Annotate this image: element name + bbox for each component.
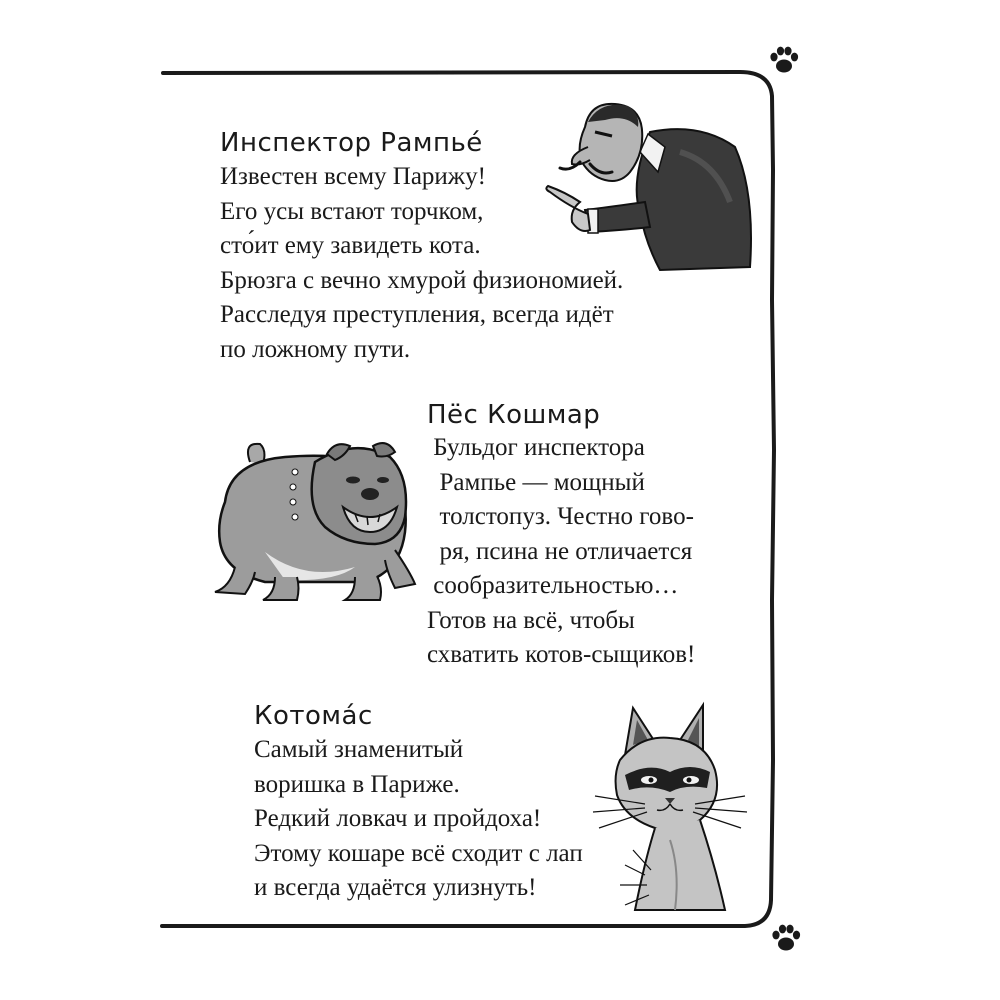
cat-illustration xyxy=(585,700,750,915)
text-line: по ложному пути. xyxy=(220,335,411,363)
text-line: схватить котов-сыщиков! xyxy=(427,641,696,668)
text-line: сто́ит ему завидеть кота. xyxy=(220,232,481,259)
text-line: Его усы встают торчком, xyxy=(220,197,484,225)
heading-cat: Котома́с xyxy=(254,701,373,731)
text-line: Бульдог инспектора xyxy=(427,434,645,461)
text-line: Самый знаменитый xyxy=(254,736,464,763)
inspector-illustration xyxy=(530,92,760,282)
text-line: Готов на всё, чтобы xyxy=(427,606,635,634)
text-line: сообразительностью… xyxy=(427,572,679,599)
text-line: Расследуя преступления, всегда идёт xyxy=(220,301,614,328)
text-line: Этому кошаре всё сходит с лап xyxy=(254,839,583,867)
paw-print-icon xyxy=(768,920,804,956)
heading-dog: Пёс Кошмар xyxy=(427,400,601,430)
heading-inspector: Инспектор Рампье́ xyxy=(220,128,483,158)
text-line: Брюзга с вечно хмурой физиономией. xyxy=(220,266,624,294)
text-line: Редкий ловкач и пройдоха! xyxy=(254,805,542,832)
text-line: ря, псина не отличается xyxy=(427,537,693,565)
description-dog xyxy=(427,431,695,673)
text-line: и всегда удаётся улизнуть! xyxy=(254,874,537,901)
bulldog-illustration xyxy=(205,432,425,607)
description-cat xyxy=(254,733,583,906)
paw-print-icon xyxy=(766,42,802,78)
text-line: Известен всему Парижу! xyxy=(220,163,486,190)
text-line: воришка в Париже. xyxy=(254,770,460,798)
text-line: толстопуз. Честно гово- xyxy=(427,503,694,530)
text-line: Рампье — мощный xyxy=(427,468,645,496)
